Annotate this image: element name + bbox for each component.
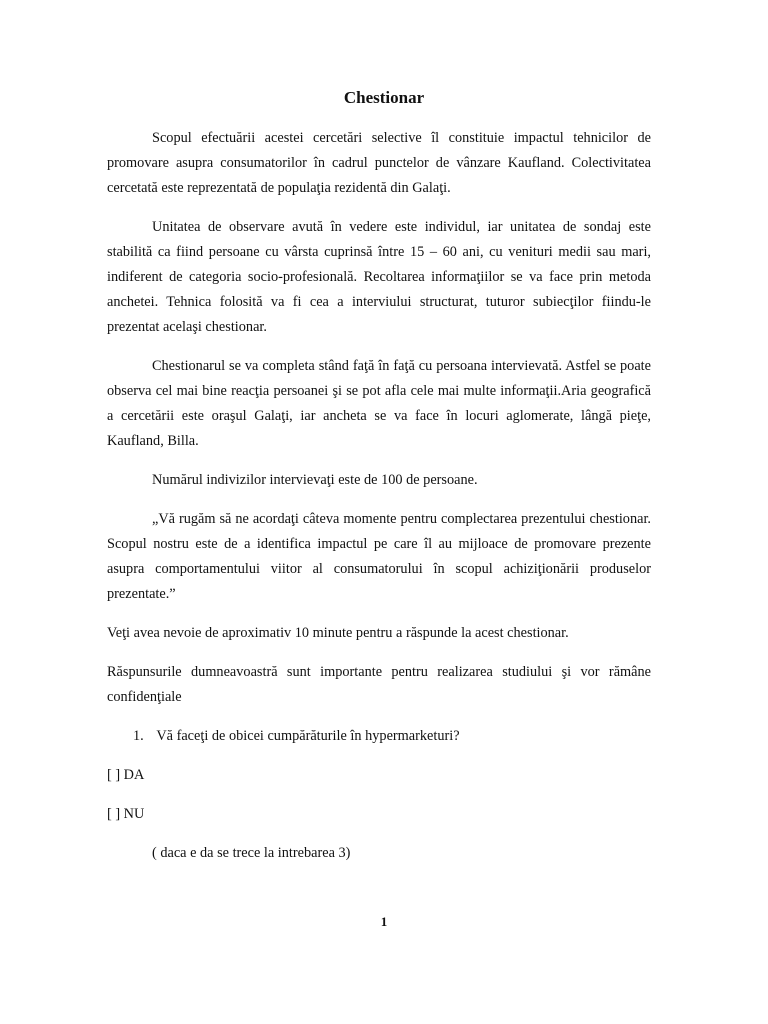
paragraph-confidentiality: Răspunsurile dumneavoastră sunt importante pentru realizarea studiului şi vor rămâne confidenţiale — [107, 664, 651, 705]
paragraph-observation-unit: Unitatea de observare avută în vedere este individul, iar unitatea de sondaj este stabilită ca fiind persoane cu vârsta cuprinsă între 15 – 60 ani, cu venituri medii sau mari, indiferent de categoria socio-profesională. Recoltarea informaţiilor se va face prin metoda anchetei. Tehnica folosită va fi cea a interviului structurat, tuturor subiecţilor fiindu-le prezentat acelaşi chestionar. — [107, 219, 651, 335]
document-title: Chestionar — [343, 88, 425, 107]
question-text: Vă faceţi de obicei cumpărăturile în hypermarketuri? — [156, 728, 460, 744]
question-number: 1. — [133, 728, 144, 744]
paragraph-sample-size: Numărul indivizilor intervievaţi este de 100 de persoane. — [152, 472, 478, 488]
skip-instruction: ( daca e da se trece la intrebarea 3) — [152, 845, 351, 861]
option-nu: [ ] NU — [107, 806, 145, 822]
paragraph-method: Chestionarul se va completa stând faţă în faţă cu persoana intervievată. Astfel se poate observa cel mai bine reacţia persoanei şi se pot afla cele mai multe informaţii.Aria geografică a cercetării este oraşul Galaţi, iar ancheta se va face în locuri aglomerate, lângă pieţe, Kaufland, Billa. — [107, 358, 651, 449]
paragraph-duration: Veţi avea nevoie de aproximativ 10 minute pentru a răspunde la acest chestionar. — [107, 625, 569, 641]
option-da: [ ] DA — [107, 767, 145, 783]
document-body — [107, 126, 651, 866]
paragraph-intro-quote: „Vă rugăm să ne acordaţi câteva momente pentru complectarea prezentului chestionar. Scopul nostru este de a identifica impactul pe care îl au mijloace de promovare prezente asupra comportamentului viitor al consumatorului în scopul achiziţionării produselor prezentate.” — [107, 511, 651, 602]
paragraph-purpose: Scopul efectuării acestei cercetări selective îl constituie impactul tehnicilor de promovare asupra consumatorilor în cadrul punctelor de vânzare Kaufland. Colectivitatea cercetată este reprezentată de populaţia rezidentă din Galaţi. — [107, 130, 651, 196]
question-1 — [107, 724, 651, 749]
page-number: 1 — [380, 914, 388, 929]
